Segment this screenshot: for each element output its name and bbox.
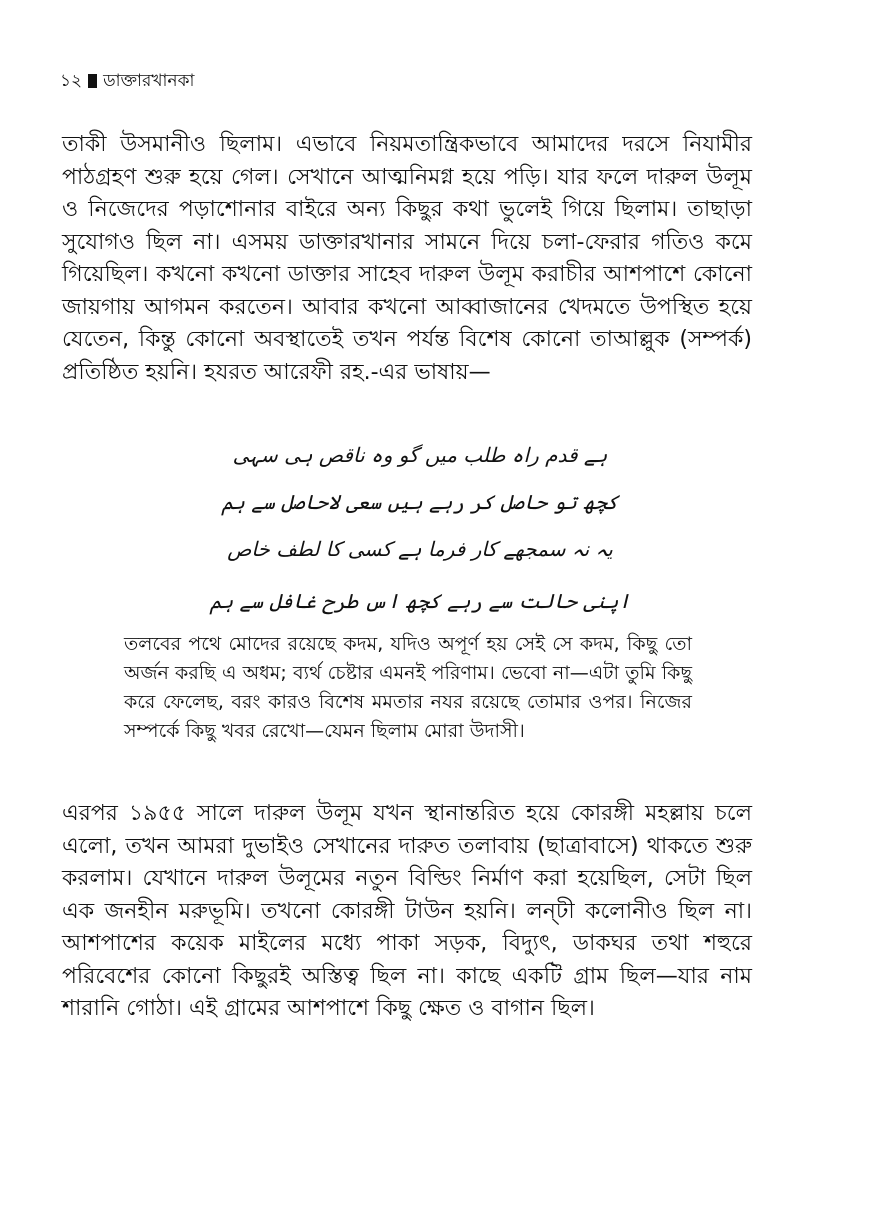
poem-translation: তলবের পথে মোদের রয়েছে কদম, যদিও অপূর্ণ হয় সেই সে কদম, কিছু তো অর্জন করছি এ অধম; ব্যর্থ চেষ্টার এমনই পরিণাম। ভেবো না—এটা তুমি কিছু করে ফেলেছ, বরং কারও বিশেষ মমতার নযর রয়েছে তোমার ওপর। নিজের সম্পর্কে কিছু খবর রেখো—যেমন ছিলাম মোরা উদাসী।	[124, 633, 692, 742]
body-paragraph-1: তাকী উসমানীও ছিলাম। এভাবে নিয়মতান্ত্রিকভাবে আমাদের দরসে নিযামীর পাঠগ্রহণ শুরু হয়ে গেল। সেখানে আত্মনিমগ্ন হয়ে পড়ি। যার ফলে দারুল উলূম ও নিজেদের পড়াশোনার বাইরে অন্য কিছুর কথা ভুলেই গিয়ে ছিলাম। তাছাড়া সুযোগও ছিল না। এসময় ডাক্তারখানার সামনে দিয়ে চলা-ফেরার গতিও কমে গিয়েছিল। কখনো কখনো ডাক্তার সাহেব দারুল উলূম করাচীর আশপাশে কোনো জায়গায় আগমন করতেন। আবার কখনো আব্বাজানের খেদমতে উপস্থিত হয়ে যেতেন, কিন্তু কোনো অবস্থাতেই তখন পর্যন্ত বিশেষ কোনো তাআল্লুক (সম্পর্ক) প্রতিষ্ঠিত হয়নি। হযরত আরেফী রহ.-এর ভাষায়—	[62, 132, 752, 385]
urdu-poem-line-2: کچھ تو حاصل کر رہے ہیں سعی لاحاصل سے ہم	[221, 490, 619, 514]
page-number: ১২	[60, 71, 83, 91]
urdu-poem-line-4: اپنی حالت سے رہے کچھ اس طرح غافل سے ہم	[209, 589, 631, 613]
urdu-poem-line-1: ہے قدم راہ طلب میں گو وہ ناقص ہی سہی	[232, 443, 608, 467]
book-title: ডাক্তারখানকা	[103, 71, 195, 91]
header-separator	[88, 74, 97, 88]
body-paragraph-2: এরপর ১৯৫৫ সালে দারুল উলূম যখন স্থানান্তরিত হয়ে কোরঙ্গী মহল্লায় চলে এলো, তখন আমরা দুভাইও সেখানের দারুত তলাবায় (ছাত্রাবাসে) থাকতে শুরু করলাম। যেখানে দারুল উলূমের নতুন বিল্ডিং নির্মাণ করা হয়েছিল, সেটা ছিল এক জনহীন মরুভূমি। তখনো কোরঙ্গী টাউন হয়নি। লন্ঢী কলোনীও ছিল না। আশপাশের কয়েক মাইলের মধ্যে পাকা সড়ক, বিদ্যুৎ, ডাকঘর তথা শহুরে পরিবেশের কোনো কিছুরই অস্তিত্ব ছিল না। কাছে একটি গ্রাম ছিল—যার নাম শারানি গোঠা। এই গ্রামের আশপাশে কিছু ক্ষেত ও বাগান ছিল।	[62, 801, 752, 1021]
running-header	[60, 70, 194, 92]
urdu-poem-line-3: یہ نہ سمجھے کار فرما ہے کسی کا لطف خاص	[227, 537, 613, 561]
